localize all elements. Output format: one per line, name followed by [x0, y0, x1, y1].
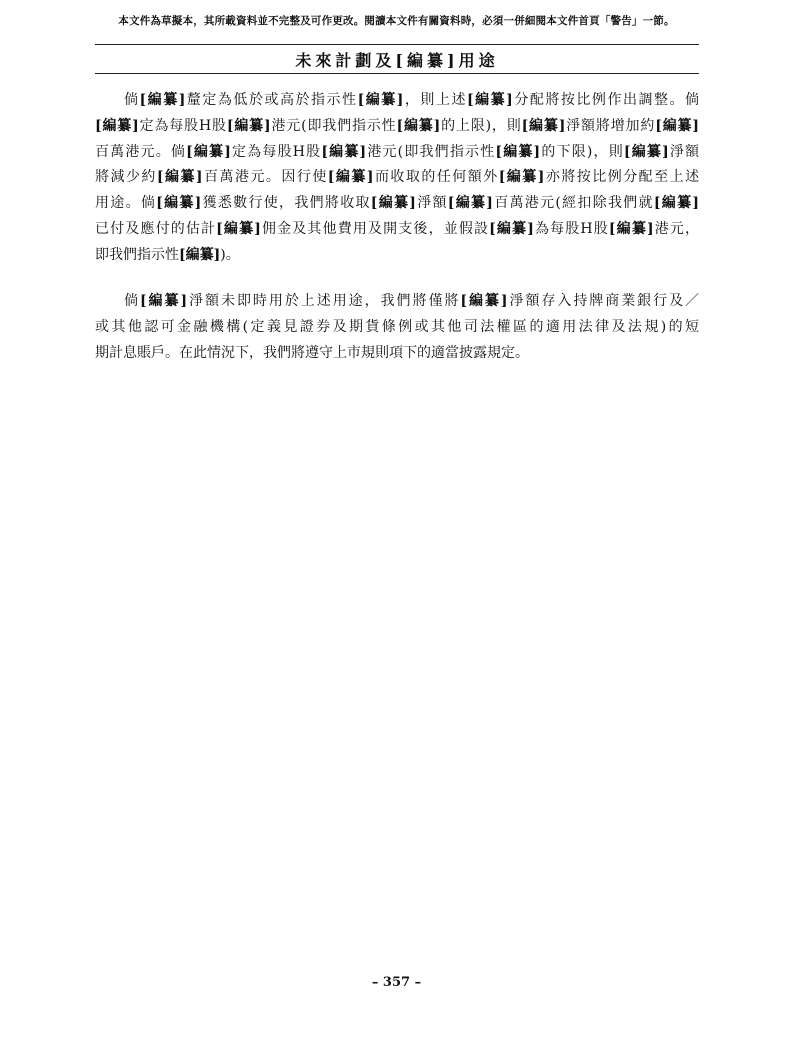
redaction-placeholder: [編纂] [498, 169, 545, 186]
page-number: – 357 – [371, 975, 422, 990]
paragraph-line: 期計息賬戶。在此情況下，我們將遵守上市規則項下的適當披露規定。 [95, 344, 529, 361]
redaction-placeholder: [編纂] [489, 220, 534, 237]
redaction-placeholder: [編纂] [653, 195, 699, 212]
redaction-placeholder: [編纂] [460, 293, 508, 309]
redaction-placeholder: [編纂] [186, 143, 231, 160]
title-top-rule [95, 44, 699, 45]
title-bottom-rule [95, 73, 699, 74]
paragraph-line: 百萬港元。倘[編纂]定為每股H股[編纂]港元(即我們指示性[編纂]的下限)，則[編纂]淨額 [95, 143, 699, 160]
redaction-placeholder: [編纂] [655, 117, 699, 134]
redaction-placeholder: [編纂] [139, 293, 188, 309]
paragraph-line: 或其他認可金融機構(定義見證券及期貨條例或其他司法權區的適用法律及法規)的短 [95, 318, 699, 335]
draft-disclaimer: 本文件為草擬本，其所載資料並不完整及可作更改。閱讀本文件有關資料時，必須一併細閱本文件首頁「警告」一節。 [118, 15, 675, 27]
redaction-placeholder: [編纂] [623, 143, 669, 160]
redaction-placeholder: [編纂] [179, 246, 221, 263]
redaction-placeholder: [編纂] [495, 143, 541, 160]
redaction-placeholder: [編纂] [521, 117, 566, 134]
redaction-placeholder: [編纂] [156, 169, 203, 186]
paragraph-line: [編纂]定為每股H股[編纂]港元(即我們指示性[編纂]的上限)，則[編纂]淨額將增加約[編纂] [95, 117, 699, 134]
paragraph-line: 將減少約[編纂]百萬港元。因行使[編纂]而收取的任何額外[編纂]亦將按比例分配至上述 [95, 169, 699, 186]
redaction-placeholder: [編纂] [216, 220, 261, 237]
redaction-placeholder: [編纂] [327, 169, 374, 186]
redaction-placeholder: [編纂] [370, 195, 416, 212]
redaction-placeholder: [編纂] [321, 143, 367, 160]
paragraph-line: 已付及應付的估計[編纂]佣金及其他費用及開支後，並假設[編纂]為每股H股[編纂]港元， [95, 220, 699, 237]
redaction-placeholder: [編纂] [396, 117, 441, 134]
redaction-placeholder: [編纂] [395, 51, 459, 70]
redaction-placeholder: [編纂] [467, 92, 513, 108]
redaction-placeholder: [編纂] [139, 92, 186, 108]
paragraph-line: 倘[編纂]釐定為低於或高於指示性[編纂]，則上述[編纂]分配將按比例作出調整。倘 [124, 92, 699, 108]
paragraph-adjustment [95, 88, 699, 269]
paragraph-deposit [95, 289, 699, 366]
redaction-placeholder: [編纂] [95, 117, 139, 134]
redaction-placeholder: [編纂] [226, 117, 271, 134]
paragraph-line: 用途。倘[編纂]獲悉數行使，我們將收取[編纂]淨額[編纂]百萬港元(經扣除我們就[編纂] [95, 195, 699, 212]
redaction-placeholder: [編纂] [357, 92, 404, 108]
redaction-placeholder: [編纂] [156, 195, 202, 212]
section-title: 未來計劃及[編纂]用途 [295, 51, 499, 70]
paragraph-line: 倘[編纂]淨額未即時用於上述用途，我們將僅將[編纂]淨額存入持牌商業銀行及／ [124, 293, 699, 309]
paragraph-line: 即我們指示性[編纂])。 [95, 246, 240, 263]
redaction-placeholder: [編纂] [608, 220, 654, 237]
redaction-placeholder: [編纂] [447, 195, 493, 212]
